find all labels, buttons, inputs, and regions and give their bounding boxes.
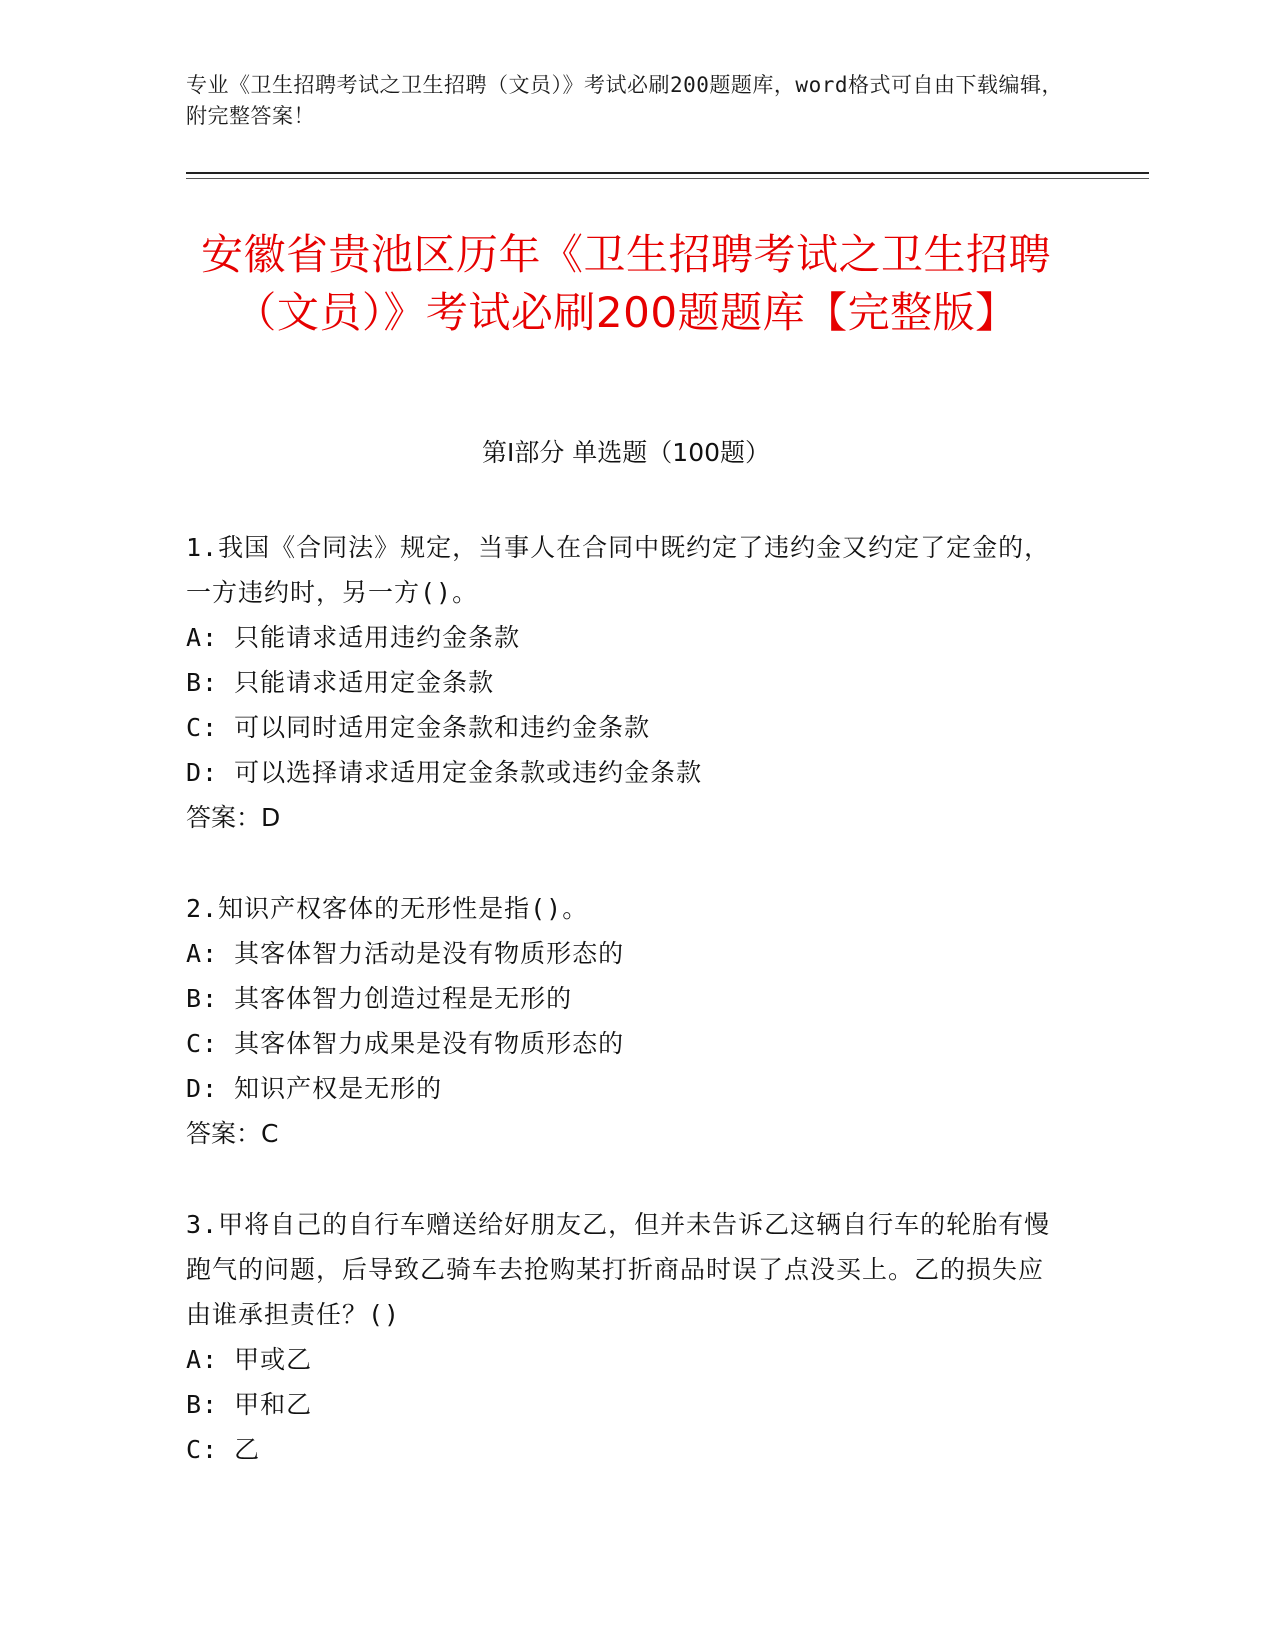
option-b: B: 只能请求适用定金条款 (186, 668, 495, 697)
question-stem: 2.知识产权客体的无形性是指()。 (186, 894, 589, 923)
option-b: B: 其客体智力创造过程是无形的 (186, 984, 573, 1013)
option-a: A: 甲或乙 (186, 1345, 313, 1374)
header-divider (186, 172, 1149, 174)
answer: 答案：D (186, 803, 281, 832)
question-1 (186, 525, 1066, 840)
section-title: 第I部分 单选题（100题） (481, 438, 771, 467)
option-c: C: 乙 (186, 1435, 261, 1464)
header-divider-thin (186, 178, 1149, 179)
document-title: 安徽省贵池区历年《卫生招聘考试之卫生招聘（文员）》考试必刷200题题库【完整版】 (200, 230, 1051, 337)
question-stem: 3.甲将自己的自行车赠送给好朋友乙，但并未告诉乙这辆自行车的轮胎有慢跑气的问题，后导致乙骑车去抢购某打折商品时误了点没买上。乙的损失应由谁承担责任？() (186, 1210, 1051, 1329)
option-c: C: 可以同时适用定金条款和违约金条款 (186, 713, 651, 742)
option-d: D: 可以选择请求适用定金条款或违约金条款 (186, 758, 703, 787)
header-note: 专业《卫生招聘考试之卫生招聘（文员）》考试必刷200题题库，word格式可自由下载编辑，附完整答案！ (186, 73, 1063, 128)
option-d: D: 知识产权是无形的 (186, 1074, 443, 1103)
question-2 (186, 886, 1066, 1156)
option-c: C: 其客体智力成果是没有物质形态的 (186, 1029, 625, 1058)
option-b: B: 甲和乙 (186, 1390, 313, 1419)
question-list (186, 525, 1066, 1518)
option-a: A: 其客体智力活动是没有物质形态的 (186, 939, 625, 968)
question-3 (186, 1202, 1066, 1472)
question-stem: 1.我国《合同法》规定，当事人在合同中既约定了违约金又约定了定金的，一方违约时，另一方()。 (186, 533, 1051, 607)
option-a: A: 只能请求适用违约金条款 (186, 623, 521, 652)
answer: 答案：C (186, 1119, 279, 1148)
